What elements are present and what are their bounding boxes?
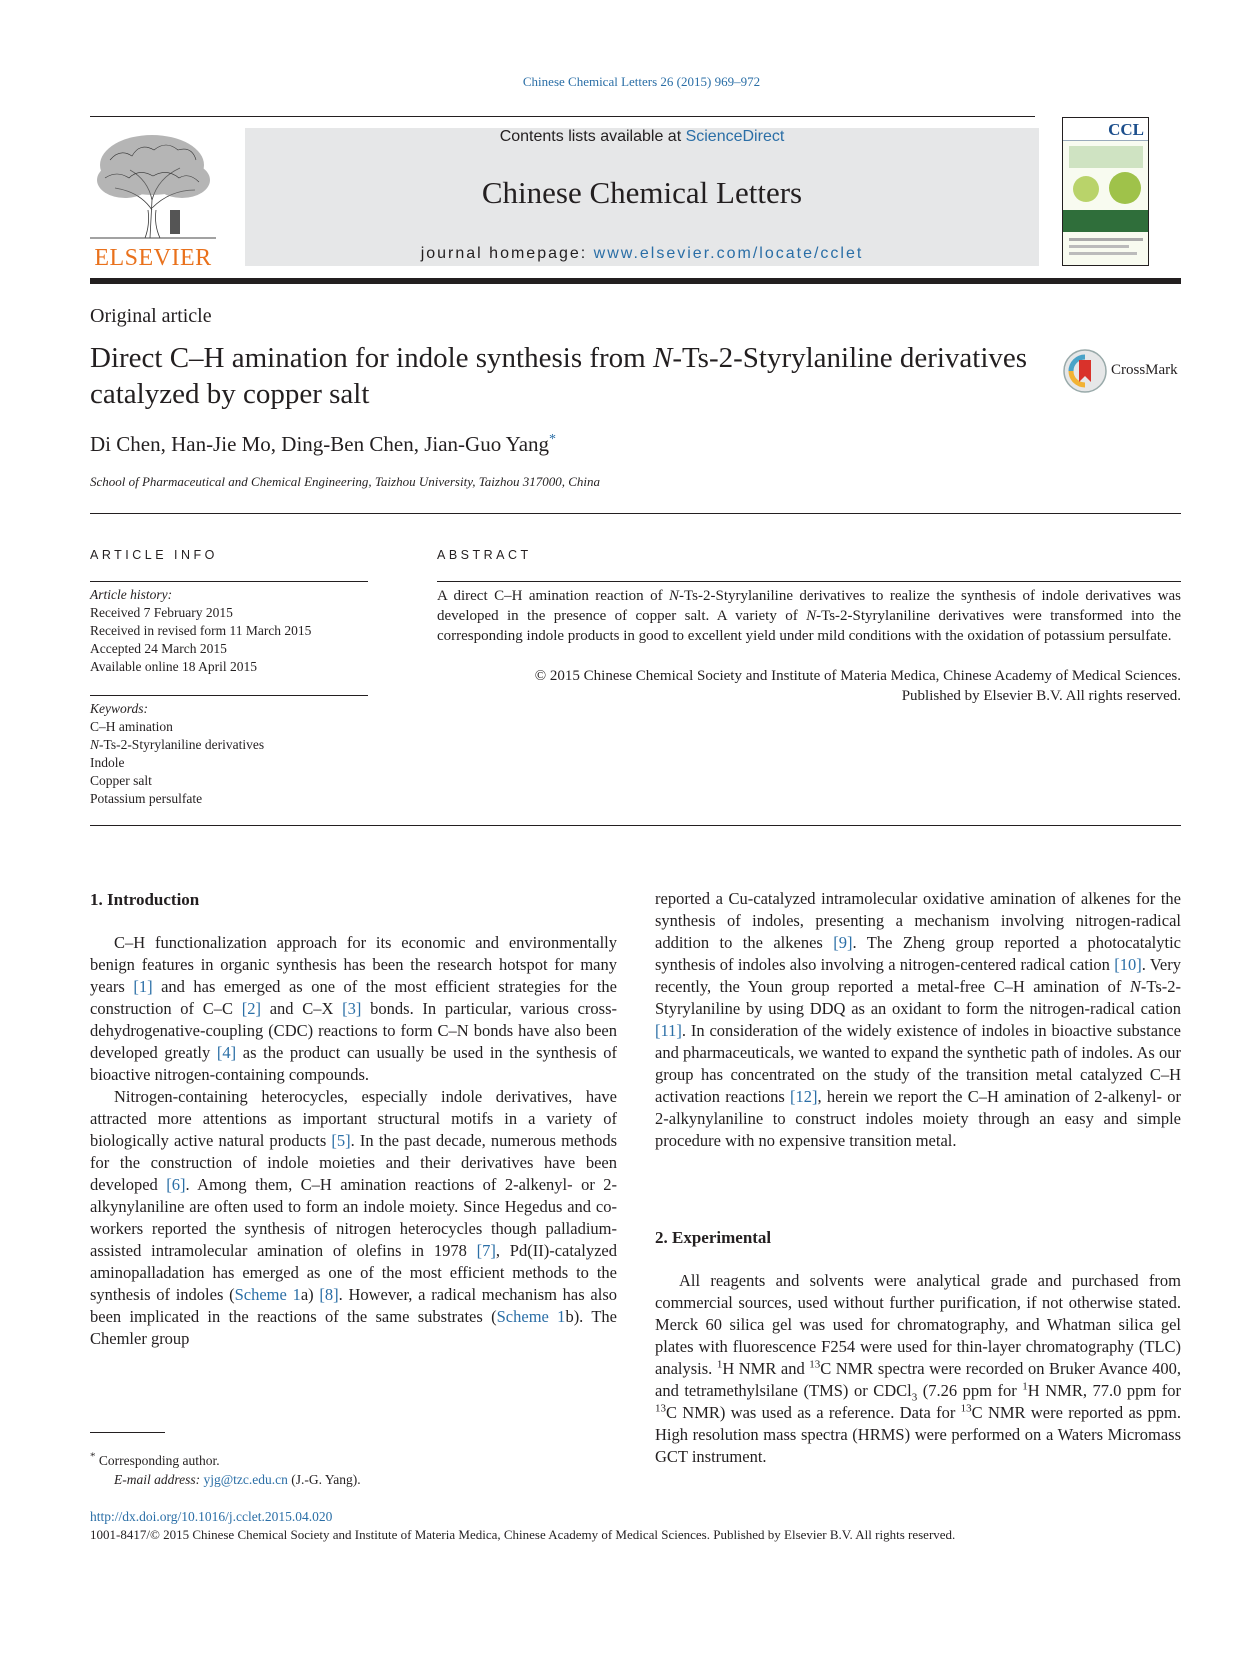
superscript: 1 <box>1022 1380 1028 1393</box>
italic-n: N <box>1129 977 1141 996</box>
ref-link[interactable]: [9] <box>833 933 853 952</box>
history-online: Available online 18 April 2015 <box>90 659 257 674</box>
keyword-item: Copper salt <box>90 773 152 788</box>
title-part-2: -Ts-2-Styrylaniline derivatives catalyzed by copper salt <box>90 342 1028 410</box>
issn-copyright: 1001-8417/© 2015 Chinese Chemical Society and Institute of Materia Medica, Chinese Academy of Medical Sciences. Published by Elsevier B.V. All rights reserved. <box>90 1527 956 1542</box>
text: bonds. In particular, various cross-dehydrogenative-coupling (CDC) reactions to form C–N bonds have also been developed greatly <box>90 999 617 1062</box>
keyword-item: C–H amination <box>90 719 173 734</box>
email-suffix: (J.-G. Yang). <box>287 1472 361 1487</box>
contents-line <box>245 128 1039 146</box>
text: b). The Chemler group <box>90 1307 617 1348</box>
journal-cover-image <box>1062 117 1149 266</box>
copyright-line-2: Published by Elsevier B.V. All rights reserved. <box>901 688 1181 704</box>
ref-link[interactable]: [10] <box>1114 955 1142 974</box>
article-info-heading: ARTICLE INFO <box>90 548 218 562</box>
text: C–H functionalization approach for its economic and environmentally benign features in organic synthesis has been the research hotspot for many years <box>90 933 617 996</box>
article-type: Original article <box>90 305 212 327</box>
intro-paragraph-3 <box>655 888 1181 1152</box>
text: and C–X <box>261 999 343 1018</box>
article-history <box>90 586 370 676</box>
author-list <box>90 432 556 457</box>
text: -Ts-2-Styrylaniline by using DDQ as an oxidant to form the nitrogen-radical cation <box>655 977 1181 1018</box>
text: . In consideration of the widely existence of indoles in bioactive substance and pharmaceuticals, we wanted to expand the synthetic path of indoles. As our group has concentrated on the study of the transition metal catalyzed C–H activation reactions <box>655 1021 1181 1106</box>
sciencedirect-link[interactable]: ScienceDirect <box>685 128 785 145</box>
affiliation: School of Pharmaceutical and Chemical Engineering, Taizhou University, Taizhou 317000, China <box>90 474 600 489</box>
ref-link[interactable]: [4] <box>216 1043 237 1062</box>
text: reported a Cu-catalyzed intramolecular oxidative amination of alkenes for the synthesis of indoles, presenting a mechanism involving nitrogen-radical addition to the alkenes <box>655 889 1181 952</box>
scheme-link[interactable]: Scheme 1 <box>496 1307 566 1326</box>
abstract-italic-n: N <box>669 588 680 604</box>
experimental-heading: 2. Experimental <box>655 1228 772 1247</box>
contents-prefix: Contents lists available at <box>499 128 686 145</box>
journal-reference[interactable]: Chinese Chemical Letters 26 (2015) 969–972 <box>522 74 761 89</box>
text: . However, a radical mechanism has also been implicated in the reactions of the same substrates ( <box>90 1285 617 1326</box>
abstract-part: -Ts-2-Styrylaniline derivatives were transformed into the corresponding indole products in good to excellent yield under mild conditions with the oxidation of potassium persulfate. <box>437 608 1181 644</box>
footnote-rule <box>90 1432 165 1433</box>
info-rule <box>90 581 368 582</box>
introduction-heading: 1. Introduction <box>90 890 200 909</box>
abstract-italic-n: N <box>806 608 817 624</box>
ref-link[interactable]: [11] <box>655 1021 682 1040</box>
history-revised: Received in revised form 11 March 2015 <box>90 623 312 638</box>
elsevier-wordmark: ELSEVIER <box>94 245 212 271</box>
introduction-left-column <box>90 932 617 1350</box>
journal-title: Chinese Chemical Letters <box>481 175 803 210</box>
experimental-text <box>655 1270 1181 1468</box>
ref-link[interactable]: [3] <box>342 999 362 1018</box>
ref-link[interactable]: [5] <box>331 1131 351 1150</box>
info-rule <box>90 695 368 696</box>
title-italic-n: N <box>652 342 673 374</box>
copyright-line-1: © 2015 Chinese Chemical Society and Institute of Materia Medica, Chinese Academy of Medical Sciences. <box>534 668 1181 684</box>
cover-title: CCL <box>1108 120 1144 139</box>
article-title <box>90 340 1050 412</box>
footnote-text: Corresponding author. <box>95 1453 220 1468</box>
text: C NMR spectra were recorded on Bruker Avance 400, and tetramethylsilane (TMS) or CDCl <box>655 1359 1181 1400</box>
doi-link[interactable]: http://dx.doi.org/10.1016/j.cclet.2015.04.020 <box>90 1509 333 1524</box>
abstract-part: A direct C–H amination reaction of <box>437 588 670 604</box>
text: C NMR were reported as ppm. High resolution mass spectra (HRMS) were performed on a Waters Micromass GCT instrument. <box>655 1403 1181 1466</box>
ref-link[interactable]: [2] <box>241 999 261 1018</box>
crossmark-icon <box>1062 348 1108 394</box>
subscript: 3 <box>911 1391 918 1404</box>
keywords-label: Keywords: <box>90 701 148 716</box>
text: C NMR) was used as a reference. Data for <box>666 1403 961 1422</box>
keyword-item: Potassium persulfate <box>90 791 203 806</box>
intro-paragraph-2 <box>90 1086 617 1350</box>
text: . In the past decade, numerous methods for the construction of indole moieties and their derivatives have been developed <box>90 1131 618 1194</box>
text: . Among them, C–H amination reactions of 2-alkenyl- or 2-alkynylaniline are often used to form an indole moiety. Since Hegedus and co-workers reported the synthesis of nitrogen heterocycles though palladium-assisted intramolecular amination of olefins in 1978 <box>90 1175 617 1260</box>
text: , Pd(II)-catalyzed aminopalladation has emerged as one of the most efficient methods to the synthesis of indoles ( <box>90 1241 617 1304</box>
keywords <box>90 700 370 808</box>
email-link[interactable]: yjg@tzc.edu.cn <box>203 1472 288 1487</box>
header-rule <box>90 116 1035 117</box>
text: and has emerged as one of the most efficient strategies for the construction of C–C <box>90 977 617 1018</box>
keyword-item: Indole <box>90 755 125 770</box>
abstract-heading: ABSTRACT <box>437 548 532 562</box>
homepage-prefix: journal homepage: <box>420 245 594 262</box>
section-rule <box>90 513 1181 514</box>
history-accepted: Accepted 24 March 2015 <box>90 641 227 656</box>
text: (7.26 ppm for <box>917 1381 1023 1400</box>
homepage-link[interactable]: www.elsevier.com/locate/cclet <box>593 245 864 262</box>
scheme-link[interactable]: Scheme 1 <box>234 1285 301 1304</box>
abstract-copyright <box>437 666 1181 706</box>
ref-link[interactable]: [6] <box>166 1175 186 1194</box>
superscript: 13 <box>655 1402 666 1415</box>
homepage-line <box>245 245 1039 263</box>
keyword-item <box>90 736 370 754</box>
superscript: 13 <box>960 1402 972 1415</box>
introduction-right-column <box>655 888 1181 1152</box>
intro-paragraph-1 <box>90 932 617 1086</box>
ref-link[interactable]: [12] <box>790 1087 818 1106</box>
ref-link[interactable]: [7] <box>476 1241 496 1260</box>
superscript: 13 <box>809 1358 821 1371</box>
ref-link[interactable]: [8] <box>319 1285 339 1304</box>
text: . The Zheng group reported a photocatalytic synthesis of indoles also involving a nitrogen-centered radical cation <box>655 933 1182 974</box>
text: H NMR and <box>722 1359 810 1378</box>
keyword-italic-n: N <box>90 737 100 752</box>
superscript: 1 <box>716 1358 723 1371</box>
text: a) <box>300 1285 320 1304</box>
text: Nitrogen-containing heterocycles, especially indole derivatives, have attracted more attentions as important structural motifs in a variety of biologically active natural products <box>90 1087 617 1150</box>
email-note <box>114 1472 361 1488</box>
abstract-part: -Ts-2-Styrylaniline derivatives to realize the synthesis of indole derivatives was developed in the presence of copper salt. A variety of <box>437 588 1181 624</box>
corresponding-author-mark[interactable]: * <box>549 432 557 447</box>
history-received: Received 7 February 2015 <box>90 605 233 620</box>
email-label: E-mail address: <box>114 1472 204 1487</box>
text: H NMR, 77.0 ppm for <box>1027 1381 1181 1400</box>
text: All reagents and solvents were analytical grade and purchased from commercial sources, used without further purification, if not otherwise stated. Merck 60 silica gel was used for chromatography, and Whatman silica gel plates with fluorescence F254 were used for thin-layer chromatography (TLC) analysis. <box>655 1271 1181 1378</box>
title-part-1: Direct C–H amination for indole synthesis from <box>90 342 653 374</box>
text: as the product can usually be used in the synthesis of bioactive nitrogen-containing compounds. <box>90 1043 617 1084</box>
text: . Very recently, the Youn group reported a metal-free C–H amination of <box>655 955 1182 996</box>
section-rule <box>90 825 1181 826</box>
keyword-text: -Ts-2-Styrylaniline derivatives <box>99 737 265 752</box>
crossmark-label: CrossMark <box>1111 362 1178 378</box>
abstract-rule <box>437 581 1181 582</box>
experimental-paragraph <box>655 1270 1181 1468</box>
authors-names: Di Chen, Han-Jie Mo, Ding-Ben Chen, Jian-Guo Yang <box>90 432 550 456</box>
ref-link[interactable]: [1] <box>133 977 153 996</box>
footnote-mark: * <box>90 1450 96 1463</box>
corresponding-author-note <box>90 1450 220 1469</box>
text: , herein we report the C–H amination of 2-alkenyl- or 2-alkynylaniline to construct indoles moiety through an easy and simple procedure with no expensive transition metal. <box>655 1087 1181 1150</box>
history-label: Article history: <box>90 587 173 602</box>
header-thick-rule <box>90 278 1181 284</box>
abstract-text <box>437 586 1181 646</box>
